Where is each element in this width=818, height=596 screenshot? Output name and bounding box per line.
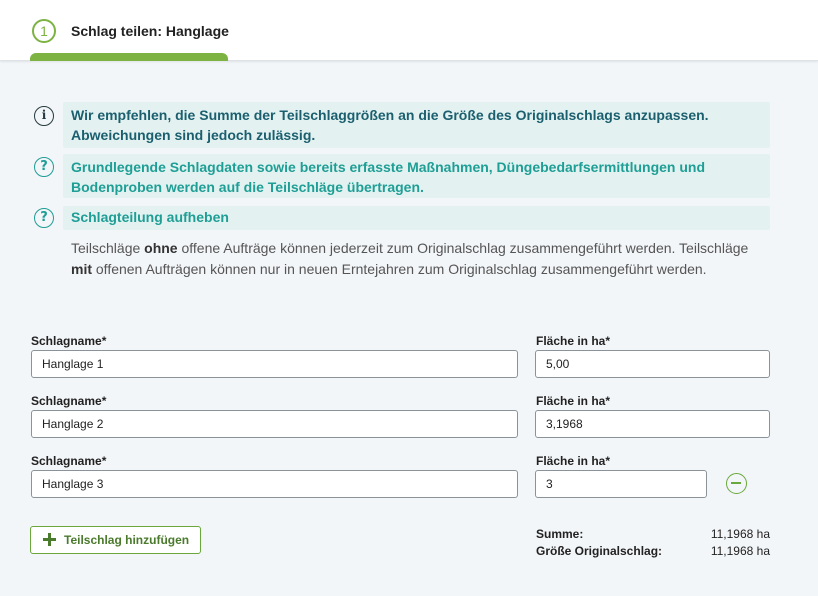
info-hint-text: Wir empfehlen, die Summe der Teilschlaggrößen an die Größe des Originalschlags anzupassen. Abweichungen sind jedoch zulässig.	[63, 102, 770, 148]
original-size-label: Größe Originalschlag:	[536, 544, 663, 558]
field-name-label: Schlagname*	[31, 334, 107, 348]
step-number-badge: 1	[32, 19, 56, 43]
field-name-input[interactable]: Hanglage 3	[31, 470, 518, 498]
info-hint-transfer[interactable]	[30, 154, 770, 198]
field-name-label: Schlagname*	[31, 454, 107, 468]
question-icon[interactable]: ?	[34, 208, 54, 228]
page-header	[0, 0, 818, 61]
undo-split-link[interactable]: Schlagteilung aufheben	[63, 206, 770, 230]
field-name-input[interactable]: Hanglage 1	[31, 350, 518, 378]
question-icon[interactable]: ?	[34, 157, 54, 177]
sum-value: 11,1968 ha	[710, 527, 770, 541]
field-area-label: Fläche in ha*	[536, 334, 611, 348]
field-name-input[interactable]: Hanglage 2	[31, 410, 518, 438]
field-area-input[interactable]: 3	[535, 470, 707, 498]
info-icon: i	[34, 106, 54, 126]
field-area-label: Fläche in ha*	[536, 454, 611, 468]
original-size-value: 11,1968 ha	[710, 544, 770, 558]
field-name-label: Schlagname*	[31, 394, 107, 408]
page-title: Schlag teilen: Hanglage	[71, 23, 229, 39]
sum-label: Summe:	[536, 527, 584, 541]
merge-description: Teilschläge ohne offene Aufträge können jederzeit zum Originalschlag zusammengeführt werden. Teilschläge mit offenen Aufträgen können nur in neuen Erntejahren zum Originalschlag zusammengeführt werden.	[71, 240, 749, 277]
info-hint-sum	[30, 102, 770, 148]
field-area-input[interactable]: 3,1968	[535, 410, 770, 438]
field-area-label: Fläche in ha*	[536, 394, 611, 408]
help-hint-text[interactable]: Grundlegende Schlagdaten sowie bereits erfasste Maßnahmen, Düngebedarfsermittlungen und Bodenproben werden auf die Teilschläge übertragen.	[63, 154, 770, 198]
info-hint-undo[interactable]	[30, 206, 770, 230]
step-progress-bar	[30, 53, 228, 61]
add-partial-field-button[interactable]	[30, 526, 201, 554]
plus-icon	[43, 533, 56, 546]
minus-circle-icon[interactable]	[726, 473, 747, 494]
field-area-input[interactable]: 5,00	[535, 350, 770, 378]
add-button-label: Teilschlag hinzufügen	[64, 533, 190, 547]
